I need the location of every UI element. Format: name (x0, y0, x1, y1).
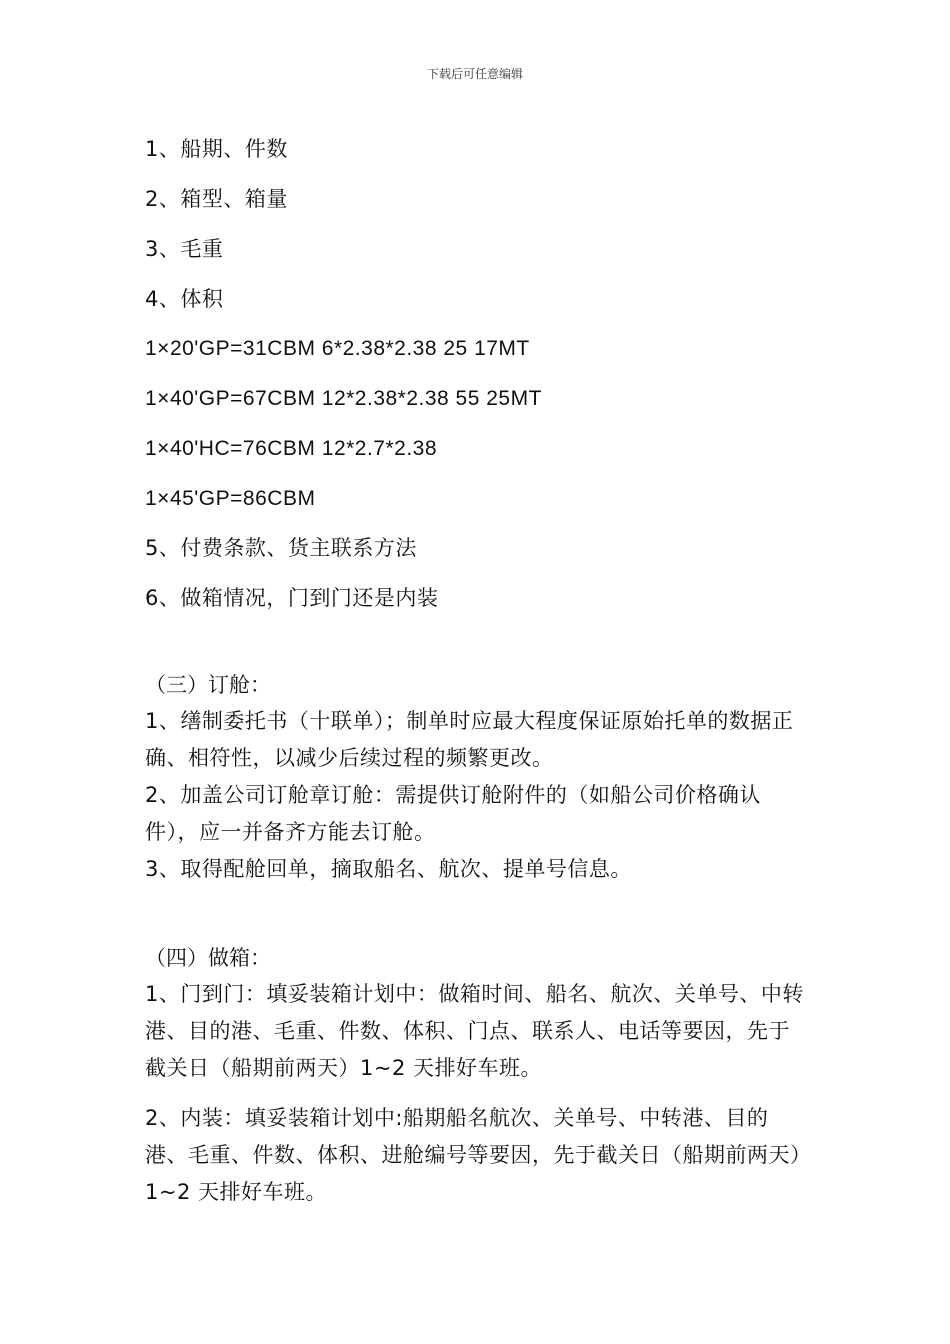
container-spec: 1×20'GP=31CBM 6*2.38*2.38 25 17MT (145, 337, 530, 360)
list-item: 5、付费条款、货主联系方法 (145, 536, 417, 560)
container-spec: 1×45'GP=86CBM (145, 487, 316, 510)
section-heading-stuffing: （四）做箱： (145, 946, 271, 970)
list-item: 1、船期、件数 (145, 137, 288, 161)
list-item: 2、箱型、箱量 (145, 187, 288, 211)
list-item: 4、体积 (145, 287, 224, 311)
paragraph: 2、内装：填妥装箱计划中:船期船名航次、关单号、中转港、目的港、毛重、件数、体积、进舱编号等要因，先于截关日（船期前两天）1~2 天排好车班。 (145, 1106, 801, 1204)
page-header: 下载后可任意编辑 (426, 67, 523, 81)
container-spec: 1×40'HC=76CBM 12*2.7*2.38 (145, 437, 438, 460)
paragraph: 2、加盖公司订舱章订舱：需提供订舱附件的（如船公司价格确认件），应一并备齐方能去订舱。 (145, 783, 761, 844)
paragraph: 1、门到门：填妥装箱计划中：做箱时间、船名、航次、关单号、中转港、目的港、毛重、件数、体积、门点、联系人、电话等要因，先于截关日（船期前两天）1~2 天排好车班。 (145, 982, 804, 1080)
paragraph: 1、缮制委托书（十联单）；制单时应最大程度保证原始托单的数据正确、相符性，以减少后续过程的频繁更改。 (145, 709, 794, 770)
list-item: 6、做箱情况，门到门还是内装 (145, 586, 439, 610)
list-item: 3、毛重 (145, 237, 224, 261)
paragraph: 3、取得配舱回单，摘取船名、航次、提单号信息。 (145, 857, 632, 881)
section-heading-booking: （三）订舱： (145, 673, 271, 697)
container-spec: 1×40'GP=67CBM 12*2.38*2.38 55 25MT (145, 387, 542, 410)
